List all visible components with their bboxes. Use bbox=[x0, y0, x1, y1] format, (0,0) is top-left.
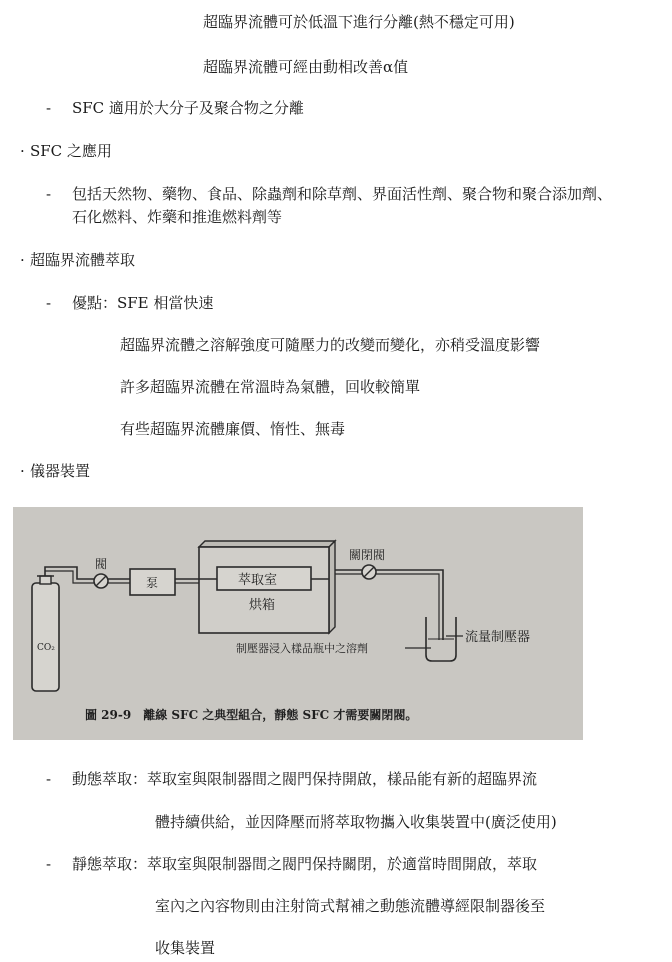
extraction-chamber-label: 萃取室 bbox=[238, 573, 278, 588]
figure-caption: 圖 29-9 離線 SFC 之典型組合，靜態 SFC 才需要關閉閥。 bbox=[85, 708, 418, 722]
restrictor-note-label: 制壓器浸入樣品瓶中之溶劑 bbox=[236, 642, 368, 655]
dash-marker: - bbox=[46, 294, 52, 312]
heading-sfc-application: SFC 之應用 bbox=[30, 142, 112, 160]
text-sfc-application-line1: 包括天然物、藥物、食品、除蟲劑和除草劑、界面活性劑、聚合物和聚合添加劑、 bbox=[72, 185, 613, 203]
valve-label: 閥 bbox=[95, 557, 108, 571]
text-static-extraction-line1: 靜態萃取：萃取室與限制器間之閥門保持關閉，於適當時間開啟，萃取 bbox=[72, 855, 538, 873]
text-low-temp: 超臨界流體可於低溫下進行分離(熱不穩定可用) bbox=[203, 13, 515, 31]
text-static-extraction-line2: 室內之內容物則由注射筒式幫補之動態流體導經限制器後至 bbox=[155, 897, 546, 915]
dash-marker: - bbox=[46, 99, 52, 117]
text-sfe-point: 超臨界流體之溶解強度可隨壓力的改變而變化，亦稍受溫度影響 bbox=[120, 336, 541, 354]
dash-marker: - bbox=[46, 185, 52, 203]
shutoff-valve-label: 關閉閥 bbox=[349, 548, 386, 562]
text-sfc-application-line2: 石化燃料、炸藥和推進燃料劑等 bbox=[72, 208, 283, 226]
co2-cylinder-icon bbox=[32, 576, 59, 691]
heading-sfe: 超臨界流體萃取 bbox=[30, 251, 136, 269]
text-sfc-large-molecules: SFC 適用於大分子及聚合物之分離 bbox=[72, 99, 304, 117]
text-dynamic-extraction-line1: 動態萃取：萃取室與限制器間之閥門保持開啟，樣品能有新的超臨界流 bbox=[72, 770, 538, 788]
dash-marker: - bbox=[46, 855, 52, 873]
bullet-marker: · bbox=[20, 251, 25, 269]
flow-restrictor-label: 流量制壓器 bbox=[465, 630, 531, 645]
dash-marker: - bbox=[46, 770, 52, 788]
text-dynamic-extraction-line2: 體持續供給，並因降壓而將萃取物攜入收集裝置中(廣泛使用) bbox=[155, 813, 557, 831]
pump-label: 泵 bbox=[146, 576, 159, 590]
text-static-extraction-line3: 收集裝置 bbox=[155, 939, 216, 957]
sfc-apparatus-figure bbox=[13, 507, 583, 740]
text-sfe-advantage: 優點：SFE 相當快速 bbox=[72, 294, 214, 312]
collection-vial-icon bbox=[426, 617, 456, 661]
text-mobile-phase: 超臨界流體可經由動相改善α值 bbox=[203, 58, 409, 76]
text-sfe-point: 有些超臨界流體廉價、惰性、無毒 bbox=[120, 420, 346, 438]
bullet-marker: · bbox=[20, 462, 25, 480]
text-sfe-point: 許多超臨界流體在常溫時為氣體，回收較簡單 bbox=[120, 378, 421, 396]
co2-label: CO₂ bbox=[37, 643, 55, 653]
bullet-marker: · bbox=[20, 142, 25, 160]
oven-label: 烘箱 bbox=[249, 598, 276, 613]
heading-instrument: 儀器裝置 bbox=[30, 462, 91, 480]
